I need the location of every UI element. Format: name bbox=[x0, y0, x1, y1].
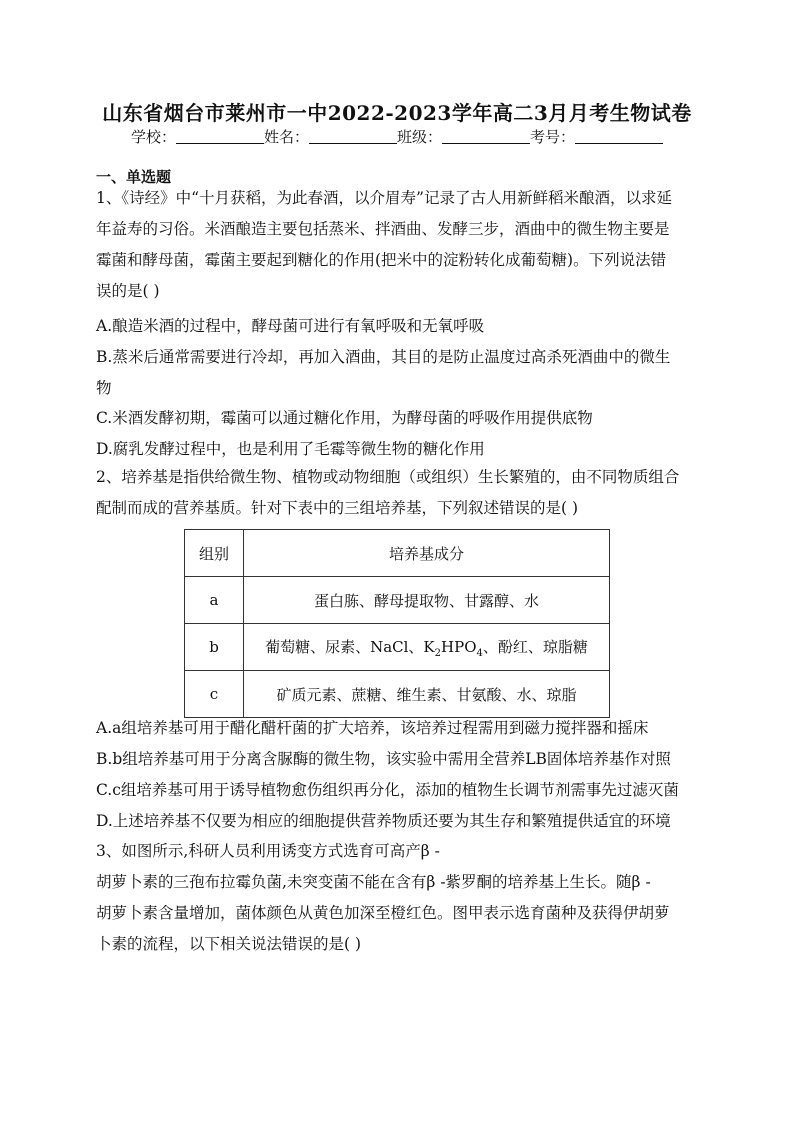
table-row bbox=[185, 671, 610, 718]
q1-option-b-cont: 物 bbox=[96, 379, 112, 397]
table-header-content: 培养基成分 bbox=[244, 530, 610, 577]
name-label: 姓名： bbox=[263, 128, 309, 146]
table-cell-group: b bbox=[185, 624, 244, 671]
number-label: 考号： bbox=[530, 128, 576, 146]
q1-option-b[interactable]: B.蒸米后通常需要进行冷却，再加入酒曲，其目的是防止温度过高杀死酒曲中的微生 bbox=[96, 348, 671, 366]
q3-stem-line-1: 3、如图所示,科研人员利用诱变方式选育可高产β - bbox=[96, 842, 440, 860]
school-blank[interactable] bbox=[176, 129, 264, 144]
class-label: 班级： bbox=[397, 128, 443, 146]
table-header-group: 组别 bbox=[185, 530, 244, 577]
table-header-row bbox=[185, 530, 610, 577]
number-blank[interactable] bbox=[575, 129, 663, 144]
q2-option-b[interactable]: B.b组培养基可用于分离含脲酶的微生物，该实验中需用全营养LB固体培养基作对照 bbox=[96, 750, 671, 768]
school-label: 学校： bbox=[130, 128, 176, 146]
q1-option-c[interactable]: C.米酒发酵初期，霉菌可以通过糖化作用，为酵母菌的呼吸作用提供底物 bbox=[96, 409, 593, 427]
q1-stem-line-2: 年益寿的习俗。米酒酿造主要包括蒸米、拌酒曲、发酵三步，酒曲中的微生物主要是 bbox=[96, 220, 670, 238]
formula-part: 、酚红、琼脂糖 bbox=[482, 637, 588, 656]
formula-subscript: 4 bbox=[476, 647, 483, 659]
q2-stem-line-2: 配制而成的营养基质。针对下表中的三组培养基，下列叙述错误的是( ) bbox=[96, 499, 579, 517]
section-heading: 一、单选题 bbox=[96, 168, 172, 186]
table-row bbox=[185, 577, 610, 624]
table-cell-group: c bbox=[185, 671, 244, 718]
culture-media-table bbox=[184, 529, 610, 718]
table-cell-content: 蛋白胨、酵母提取物、甘露醇、水 bbox=[244, 577, 610, 624]
name-blank[interactable] bbox=[309, 129, 397, 144]
formula-subscript: 2 bbox=[434, 647, 442, 659]
q2-option-d[interactable]: D.上述培养基不仅要为相应的细胞提供营养物质还要为其生存和繁殖提供适宜的环境 bbox=[96, 812, 671, 830]
q1-stem-line-3: 霉菌和酵母菌，霉菌主要起到糖化的作用(把米中的淀粉转化成葡萄糖)。下列说法错 bbox=[96, 251, 667, 269]
table-cell-content: 矿质元素、蔗糖、维生素、甘氨酸、水、琼脂 bbox=[244, 671, 610, 718]
exam-title: 山东省烟台市莱州市一中2022-2023学年高二3月月考生物试卷 bbox=[102, 101, 692, 125]
q2-stem-line-1: 2、培养基是指供给微生物、植物或动物细胞（或组织）生长繁殖的，由不同物质组合 bbox=[96, 468, 680, 486]
student-info-line bbox=[0, 126, 794, 147]
formula-part: HPO bbox=[441, 637, 477, 656]
formula-part: 葡萄糖、尿素、NaCl、K bbox=[265, 637, 435, 656]
q3-stem-line-3: 胡萝卜素含量增加，菌体颜色从黄色加深至橙红色。图甲表示选育菌种及获得伊胡萝 bbox=[96, 904, 670, 922]
q1-option-a[interactable]: A.酿造米酒的过程中，酵母菌可进行有氧呼吸和无氧呼吸 bbox=[96, 317, 485, 335]
table-cell-content bbox=[244, 624, 610, 671]
table-cell-group: a bbox=[185, 577, 244, 624]
class-blank[interactable] bbox=[442, 129, 530, 144]
q2-option-a[interactable]: A.a组培养基可用于醋化醋杆菌的扩大培养，该培养过程需用到磁力搅拌器和摇床 bbox=[96, 719, 649, 737]
q3-stem-line-2: 胡萝卜素的三孢布拉霉负菌,未突变菌不能在含有β -紫罗酮的培养基上生长。随β - bbox=[96, 873, 651, 891]
table-row bbox=[185, 624, 610, 671]
q1-stem-line-4: 误的是( ) bbox=[96, 282, 160, 300]
q1-stem-line-1: 1、《诗经》中“十月获稻，为此春酒，以介眉寿”记录了古人用新鲜稻米酿酒，以求延 bbox=[96, 189, 672, 207]
q1-option-d[interactable]: D.腐乳发酵过程中，也是利用了毛霉等微生物的糖化作用 bbox=[96, 440, 485, 458]
q3-stem-line-4: 卜素的流程，以下相关说法错误的是( ) bbox=[96, 935, 362, 953]
q2-option-c[interactable]: C.c组培养基可用于诱导植物愈伤组织再分化，添加的植物生长调节剂需事先过滤灭菌 bbox=[96, 781, 679, 799]
